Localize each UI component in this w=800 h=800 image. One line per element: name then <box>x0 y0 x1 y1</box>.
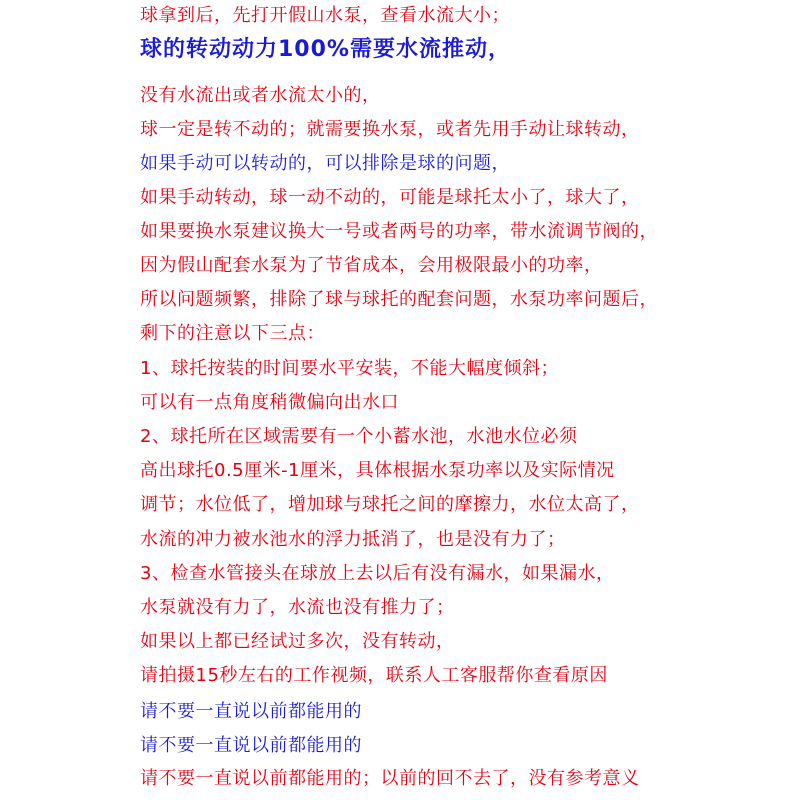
text-line-20: 请拍摄15秒左右的工作视频，联系人工客服帮你查看原因 <box>140 665 608 686</box>
text-line-4: 球一定是转不动的；就需要换水泵，或者先用手动让球转动， <box>140 119 640 140</box>
text-line-5: 如果手动可以转动的，可以排除是球的问题， <box>140 153 510 174</box>
text-line-15: 调节；水位低了，增加球与球托之间的摩擦力，水位太高了， <box>140 494 640 515</box>
text-line-17: 3、检查水管接头在球放上去以后有没有漏水，如果漏水， <box>140 563 615 584</box>
text-line-21: 请不要一直说以前都能用的 <box>140 701 362 722</box>
text-line-2-heading: 球的转动动力100%需要水流推动， <box>140 37 511 62</box>
text-line-19: 如果以上都已经试过多次，没有转动， <box>140 631 455 652</box>
text-line-22: 请不要一直说以前都能用的 <box>140 735 362 756</box>
text-line-23: 请不要一直说以前都能用的；以前的回不去了，没有参考意义 <box>140 768 640 789</box>
text-line-1: 球拿到后，先打开假山水泵，查看水流大小； <box>140 5 510 26</box>
text-line-6: 如果手动转动，球一动不动的，可能是球托太小了，球大了， <box>140 187 640 208</box>
text-line-8: 因为假山配套水泵为了节省成本，会用极限最小的功率， <box>140 255 603 276</box>
text-line-7: 如果要换水泵建议换大一号或者两号的功率，带水流调节阀的， <box>140 221 658 242</box>
text-line-11: 1、球托按装的时间要水平安装，不能大幅度倾斜； <box>140 358 559 379</box>
text-line-12: 可以有一点角度稍微偏向出水口 <box>140 392 399 413</box>
text-line-3: 没有水流出或者水流太小的， <box>140 85 381 106</box>
text-line-10: 剩下的注意以下三点： <box>140 323 325 344</box>
text-line-18: 水泵就没有力了，水流也没有推力了； <box>140 597 455 618</box>
text-line-14: 高出球托0.5厘米-1厘米，具体根据水泵功率以及实际情况 <box>140 460 615 481</box>
text-line-16: 水流的冲力被水池水的浮力抵消了，也是没有力了； <box>140 529 566 550</box>
text-line-9: 所以问题频繁，排除了球与球托的配套问题，水泵功率问题后， <box>140 289 658 310</box>
text-line-13: 2、球托所在区域需要有一个小蓄水池，水池水位必须 <box>140 426 578 447</box>
